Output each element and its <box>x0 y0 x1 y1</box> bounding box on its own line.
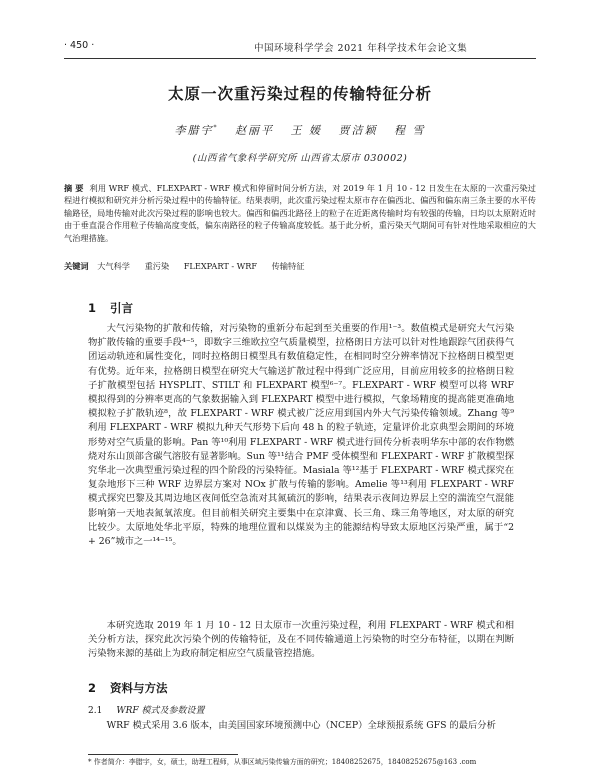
running-head <box>64 40 536 56</box>
keyword: 传输特征 <box>271 261 305 271</box>
footnote: * 作者简介：李腊宇，女，硕士，助理工程师，从事区域污染传输方面的研究；18408252675，18408252675@163 .com <box>88 758 477 766</box>
author-name: 李腊宇 <box>174 124 214 137</box>
author-mark: * <box>213 124 219 132</box>
paper-title: 太原一次重污染过程的传输特征分析 <box>167 85 432 103</box>
body-paragraph: 本研究选取 2019 年 1 月 10 - 12 日太原市一次重污染过程，利用 FLEXPART - WRF 模式和相关分析方法，探究此次污染个例的传输特征，及在不同传输通道上污染物的时空分布特征，以期在判断污染物来源的基础上为政府制定相应空气质量管控措施。 <box>88 620 514 660</box>
abstract-text: 利用 WRF 模式、FLEXPART - WRF 模式和停留时间分析方法，对 2019 年 1 月 10 - 12 日发生在太原的一次重污染过程进行模拟和研究并分析污染过程中的传输特征。结果表明，此次重污染过程太原市存在偏西北、偏西和偏东南三条主要的水平传输路径，局地传输对此次污染过程的影响也较大。偏西和偏西北路径上的粒子在近距离传输时均有较强的传输，日均以太原附近时由于垂直混合作用粒子传输高度变低，偏东南路径的粒子传输高度较低。基于此分析，重污染天气期间可有针对性地采取相应的大气治理措施。 <box>64 183 536 243</box>
body-paragraph: 大气污染物的扩散和传输，对污染物的重新分布起到至关重要的作用¹⁻³。数值模式是研究大气污染物扩散传输的重要手段⁴⁻⁵，即数字三维欧拉空气质量模型，拉格朗日方法可以针对性地跟踪气团获得气团运动轨迹和属性变化，同时拉格朗日模型具有数值稳定性，在相同时空分辨率情况下拉格朗日模型更有优势。近年来，拉格朗日模型在研究大气输送扩散过程中得到广泛应用，目前应用较多的拉格朗日粒子扩散模型包括 HYSPLIT、STILT 和 FLEXPART 模型⁶⁻⁷。FLEXPART - WRF 模型可以将 WRF 模拟得到的分辨率更高的气象数据输入到 FLEXPART 模型中进行模拟，气象场精度的提高能更准确地模拟粒子扩散轨迹⁸，故 FLEXPART - WRF 模式被广泛应用到国内外大气污染传输领域。Zhang 等⁹利用 FLEXPART - WRF 模拟九种天气形势下后向 48 h 的粒子轨迹，定量评价北京典型会期间的环境形势对空气质量的影响。Pan 等¹⁰利用 FLEXPART - WRF 模式进行回传分析表明华东中部的农作物燃烧对东山顶部含碳气溶胶有显著影响。Sun 等¹¹结合 PMF 受体模型和 FLEXPART - WRF 扩散模型探究华北一次典型重污染过程的四个阶段的污染特征。Masiala 等¹²基于 FLEXPART - WRF 模式探究在复杂地形下三种 WRF 边界层方案对 NOx 扩散与传输的影响。Amelie 等¹³利用 FLEXPART - WRF 模式探究巴黎及其周边地区夜间低空急流对其氮硫沉的影响，结果表示夜间边界层上空的湍流空气混能影响第一天地表氮氧浓度。但目前相关研究主要集中在京津冀、长三角、珠三角等地区，对太原的研究比较少。太原地处华北平原，特殊的地理位置和以煤炭为主的能源结构导致太原地区污染严重，属于“2 + 26”城市之一¹⁴⁻¹⁵。 <box>88 323 514 548</box>
keywords-label: 关键词 <box>64 261 89 271</box>
author-name: 王 媛 <box>290 124 322 137</box>
affiliation: (山西省气象科学研究所 山西省太原市 030002) <box>192 153 408 164</box>
page-number: · 450 · <box>64 40 95 51</box>
author-name: 程 雪 <box>394 124 426 137</box>
keyword: FLEXPART - WRF <box>183 261 258 271</box>
author-name: 赵丽平 <box>235 124 274 137</box>
keyword: 重污染 <box>144 261 170 271</box>
footnote-rule <box>88 754 238 755</box>
body-paragraph: WRF 模式采用 3.6 版本，由美国国家环境预测中心（NCEP）全球预报系统 GFS 的最后分析 <box>106 720 496 731</box>
author-list <box>0 122 600 138</box>
section-heading-intro: 1 引言 <box>88 301 134 315</box>
subsection-heading-wrf: 2.1 WRF 模式及参数设置 <box>88 706 205 716</box>
section-heading-methods: 2 资料与方法 <box>88 681 168 695</box>
author-name: 贾洁颖 <box>338 124 378 137</box>
journal-title: 中国环境科学学会 2021 年科学技术年会论文集 <box>254 43 468 54</box>
abstract <box>64 182 536 244</box>
header-rule <box>64 58 536 59</box>
keyword: 大气科学 <box>97 261 130 271</box>
abstract-label: 摘 要 <box>64 183 84 193</box>
keywords <box>64 260 536 272</box>
